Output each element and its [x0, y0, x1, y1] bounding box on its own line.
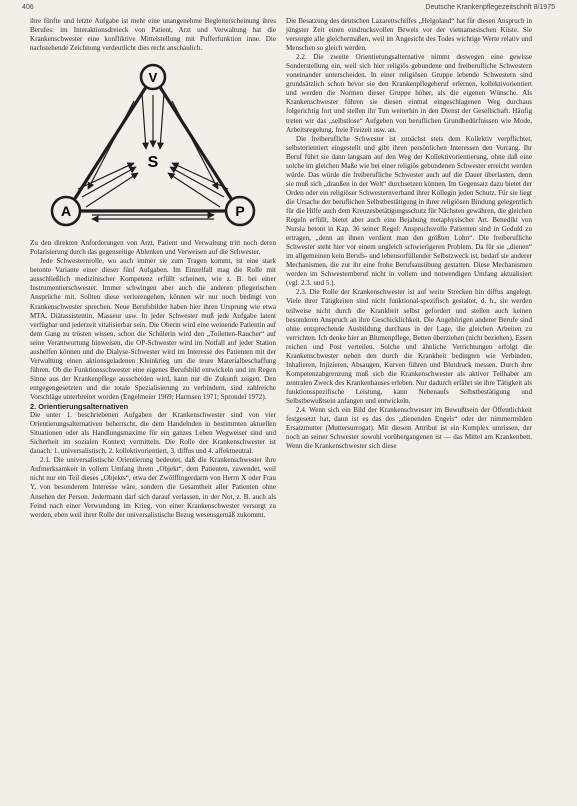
section-heading: 2. Orientierungsalternativen: [30, 402, 129, 412]
paragraph: Die freiberufliche Schwester ist zunächst stets dem Kollektiv verpflichtet, selbstorientiert eingestellt und gibt ihren persönlichen Interessen den Vorrang. Ihr Beruf führt sie dann langsam auf den Weg der Kollektivorientierung, ohne daß eine solche im gleichen Maße wie bei einer religiös gebundenen Schwester erreicht werden würde. Das würde die freiberufliche Schwester auch auf die Dauer überlasten, denn sie muß sich „draußen in der Welt“ durchsetzen können. Im Gegensatz dazu bietet der Orden oder ein religiöser Schwesternverband ihrer Kollegin jeden Schutz. Für sie liegt die Ursache der beruflichen Selbstbestätigung in ihrer religiösen Bindung gelegentlich für die Hilfe auch dem Kreuzesbetätigungsschutz für Nächsten gewähren, die gleichen Regeln erfüllt, bietet aber auch eine Bejahung metaphysischer Art. Benedikt von Nursia betont in Kap. 36 seiner Regel: Anspruchsvolle Patienten sind in Geduld zu ertragen, „denn an ihnen verdient man den größten Lohn“. Die freiberufliche Schwester steht hier vor einem ungleich schwierigeren Problem. Da für sie „dienen“ im allgemeinen kein Berufs- und lebensorfüllender Selbstzweck ist, bedarf sie anderer Mechanismen, die zur ihr eine frohe Berufsausübung gestatten. Diese Mechanismen werden im Schwesternberuf nicht in vollem und notwendigen Umfang aktualisiert (vgl. 2.3. und 5.).: [286, 134, 532, 288]
paragraph: 2.3. Die Rolle der Krankenschwester ist auf weite Strecken hin diffus angelegt. Viele ihrer Tätigkeiten sind nicht funktional-spezifisch gestaltet, d. h., sie werden teilweise nicht durch die Krankheit selbst gefordert und stellen auch keinen besonderen Anspruch an ihre Geschicklichkeit. Die Angehörigen anderer Berufe sind ohne entsprechende Ausbildung durchaus in der Lage, die gleichen Arbeiten zu verrichten. Ich denke hier an Blumenpflege, Betten überziehen (nicht beziehen), Essen reichen und Post verteilen. Solche und ähnliche Verrichtungen erfolgt die Krankenschwester neben den durch die Krankheit bedingten wie Verbinden, Inhalieren, Injizieren, Absaugen, Kurven führen und Blutdruck messen. Durch ihre Kompetenzabgrenzung muß sich die Krankenschwester als aktiver Teilhaber am zentralen Zweck des Krankenhauses erleben. Nur dadurch erfährt sie ihre Tätigkeit als funktionsspezifische Leistung, kann Nebenaufs Selbstbestätigung und Selbstbewußtsein anfangen und entwickeln.: [286, 288, 533, 405]
node-a-label: A: [60, 203, 72, 220]
paragraph: 2.4. Wenn sich ein Bild der Krankenschwester im Bewußtsein der Öffentlichkeit festgesetzt hat, dann ist es das des „dienenden Engels“ oder der nimmermüden Ersatzmutter (Muttersurrogat). Mit diesem Attribut ist ein Komplex umrissen, der noch an seiner Schwester sowohl vorübergangenen ist — das Mittel am Krankenbett. Wenn die Krankenschwester sich diese: [286, 406, 532, 451]
page-number: 406: [22, 4, 34, 11]
right-column: [286, 17, 532, 451]
paragraph: Jede Schwesternrolle, wo auch immer sie zum Tragen kommt, ist eine stark betonte Variante einer dieser fünf Aufgaben. Im Einzelfall mag die Rolle mit ausschließlich medizinischer Kompetenz erfüllt scheinen, wie z. B. bei einer Instrumentierschwester. Immer schwingen aber auch die anderen pflegerischen Ansprüche mit. Sollten diese verlorengehen, können wir nur noch bedingt von Krankenschwester sprechen. Neue Berufsbilder haben hier ihren Ursprung wie etwa MTA, Diätassistentin, Masseur usw. In jeder Schwester muß jede Aufgabe latent verfügbar und jederzeit vitalisierbar sein. Die Oberin wird eine weinende Patientin auf dem Gang zu trösten wissen, schon die Schülerin wird den „Toiletten-Raucher“ auf seine Verantwortung hinweisen, die OP-Schwester wird im Notfall auf jeder Station aushelfen können und die Dialyse-Schwester wird im Interesse des Patienten mit der Verwaltung einen aktionsgeladenen Kleinkrieg um die teure Materialbeschaffung führen. Ob die Funktionsschwester eine eigenes Berufsbild entwickeln und im Regen Sinne aus der Krankenpflege ausscheiden wird, kann nur die Zukunft zeigen. Den entgegengesetzten und die totale Spezialisierung zu verhindern, sind zahlreiche Vorschläge unterbreitet worden (Engelmeier 1969; Harmsen 1971; Sprondel 1972).: [30, 257, 276, 401]
paragraph: 2.2. Die zweite Orientierungsalternative nimmt deswegen eine gewisse Sonderstellung ein, weil sich hier religiös gebundene und freiberufliche Schwestern voneinander unterscheiden. In einer religiösen Gruppe lebende Schwestern sind grundsätzlich schon bevor sie den Krankenpflegeberuf erlernen, kollektivorientiert und werden die Normen dieser Gruppe höher, als die eigenen Wünsche. Als Krankenschwester führen sie diesen einmal eingeschlagenen Weg durchaus folgerichtig fort und stellen ihr Tun weiterhin in den Dienst der Gesellschaft. Häufig treten wir das „selbstlose“ Aufgeben von beruflichen Grundbedürfnissen wie Mode, Arbeitsregelung, freie Freizeit usw. an.: [286, 53, 532, 134]
paragraph: Zu den direkten Anforderungen von Arzt, Patient und Verwaltung tritt noch deren Polarisierung durch das gegenseitige Ablenken und Verweisen auf die Schwester.: [30, 239, 276, 257]
node-s-label: S: [147, 154, 159, 172]
interaction-triangle-diagram: [30, 61, 276, 233]
paragraph: ihre fünfte und letzte Aufgabe ist mehr eine unangenehme Begleiterscheinung ihres Berufes: im Interaktionsdreieck von Patient, Arzt und Verwaltung hat die Krankenschwester eine konfliktive Mittelstellung mit Pufferfunktion inne. Die nachstehende Zeichnung verdeutlicht dies recht anschaulich.: [30, 17, 276, 53]
paragraph: 2.1. Die universalistische Orientierung bedeutet, daß die Krankenschwester ihre Aufmerksamkeit in vollem Umfang ihrem „Objekt“, dem Patienten, zuwendet, weil nicht nur ein Teil dieses „Objekts“, etwa der Zwölffingerdarm von Herrn X oder Frau Y, von besonderem Interesse wäre, sondern die Gesamtheit aller Patienten ohne Ansehen der Person. Jedermann darf sich darauf verlassen, in der Not, z. B. auch als Feind nach einer Verwundung im Krieg, von einer Krankenschwester versorgt zu werden, eben weil ihrer Rolle der universalistische Bezug wesensgemäß zukommt.: [30, 456, 276, 519]
journal-title: Deutsche Krankenpflegezeitschrift 8/1975: [425, 4, 555, 11]
page-header: [22, 3, 555, 15]
paragraph: Die Besatzung des deutschen Lazarettschiffes „Helgoland“ hat für diesen Anspruch in jüngster Zeit einen eindrucksvollen Beweis vor der vietnamesischen Küste. Sie versorgte alle gleichermaßen, weil im Angesicht des Todes wichtige Werte relativ und Menschen so gleich werden.: [286, 17, 532, 53]
node-v-label: V: [148, 70, 158, 86]
paragraph: Die unter 1. beschriebenen Aufgaben der Krankenschwester sind von vier Orientierungsalternativen beherrscht, die dem Handelnden in bestimmten aktuellen Situationen oder als Handlungsmaxime für ein ganzes Leben Wegweiser sind und Sicherheit im sozialen Kontext vermitteln. Die Rolle der Krankenschwester ist danach: 1. universalistisch, 2. kollektivorientiert, 3. diffus und 4. affektneutral.: [30, 411, 276, 456]
node-p-label: P: [235, 203, 245, 220]
left-column: [30, 17, 276, 520]
